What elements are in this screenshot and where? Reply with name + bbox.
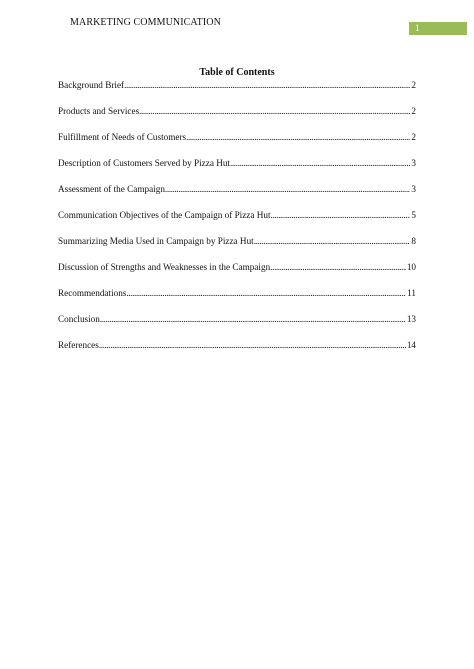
- table-of-contents: [58, 79, 416, 365]
- toc-entry-products-and-services[interactable]: [58, 105, 416, 131]
- toc-entry-page: 2: [411, 80, 416, 90]
- toc-entry-text: Recommendations: [58, 288, 127, 298]
- toc-dot-leader: [99, 339, 406, 352]
- toc-dot-leader: [139, 105, 410, 118]
- toc-entry-page: 5: [411, 210, 416, 220]
- toc-entry-recommendations[interactable]: [58, 287, 416, 313]
- toc-entry-assessment-of-campaign[interactable]: [58, 183, 416, 209]
- toc-entry-text: Summarizing Media Used in Campaign by Pizza Hut: [58, 236, 254, 246]
- toc-dot-leader: [165, 183, 410, 196]
- toc-entry-text: Background Brief: [58, 80, 125, 90]
- toc-entry-text: Products and Services: [58, 106, 140, 116]
- toc-entry-communication-objectives[interactable]: [58, 209, 416, 235]
- toc-entry-text: Conclusion: [58, 314, 100, 324]
- toc-entry-strengths-and-weaknesses[interactable]: [58, 261, 416, 287]
- page-number-badge: 1: [409, 22, 467, 35]
- toc-dot-leader: [230, 157, 410, 170]
- toc-entry-page: 13: [406, 314, 416, 324]
- toc-entry-background-brief[interactable]: [58, 79, 416, 105]
- toc-dot-leader: [124, 79, 410, 92]
- toc-dot-leader: [186, 131, 410, 144]
- toc-entry-text: Assessment of the Campaign: [58, 184, 165, 194]
- toc-dot-leader: [270, 261, 406, 274]
- toc-entry-page: 11: [407, 288, 416, 298]
- toc-entry-text: Discussion of Strengths and Weaknesses in the Campaign: [58, 262, 271, 272]
- toc-dot-leader: [271, 209, 411, 222]
- toc-entry-page: 2: [411, 132, 416, 142]
- toc-entry-conclusion[interactable]: [58, 313, 416, 339]
- toc-dot-leader: [126, 287, 406, 300]
- toc-entry-fulfillment-of-needs[interactable]: [58, 131, 416, 157]
- toc-entry-description-of-customers[interactable]: [58, 157, 416, 183]
- running-head: MARKETING COMMUNICATION: [70, 17, 221, 28]
- toc-entry-page: 3: [411, 184, 416, 194]
- toc-entry-text: Communication Objectives of the Campaign of Pizza Hut: [58, 210, 271, 220]
- toc-entry-page: 14: [406, 340, 416, 350]
- toc-entry-references[interactable]: [58, 339, 416, 365]
- toc-dot-leader: [254, 235, 411, 248]
- toc-entry-text: Description of Customers Served by Pizza Hut: [58, 158, 230, 168]
- toc-entry-page: 2: [411, 106, 416, 116]
- toc-entry-page: 8: [411, 236, 416, 246]
- toc-entry-page: 3: [411, 158, 416, 168]
- toc-dot-leader: [100, 313, 406, 326]
- toc-entry-text: References: [58, 340, 99, 350]
- toc-entry-text: Fulfillment of Needs of Customers: [58, 132, 187, 142]
- toc-entry-summarizing-media[interactable]: [58, 235, 416, 261]
- toc-title: Table of Contents: [199, 67, 275, 78]
- toc-entry-page: 10: [406, 262, 416, 272]
